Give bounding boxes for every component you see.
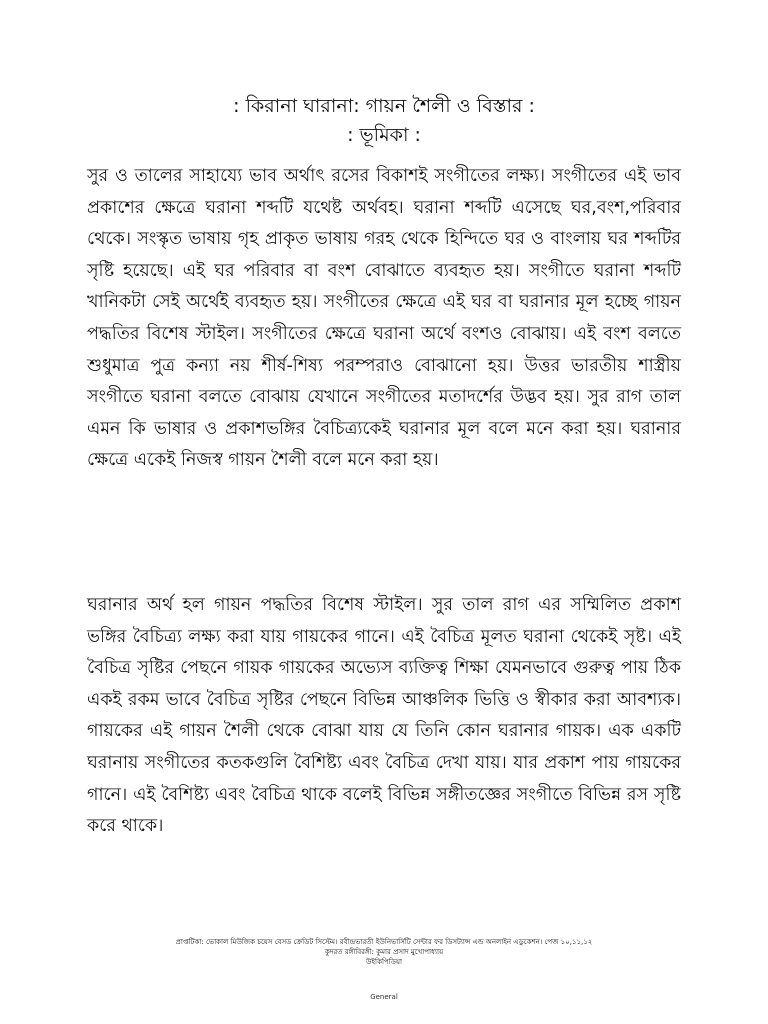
footer-reference-3: উইকিপিডিয়া <box>365 958 403 966</box>
footer-reference-1: প্রাপ্তটিকা: ভোকাল মিউজিক চয়েস বেসড ক্রেডিট সিস্টেম। রবীন্দ্রভারতী ইউনিভার্সিটি সেন্টার ফর ডিসট্যান্স এন্ড অনলাইন এডুকেশন। পেজ ১০,১১,১২ <box>175 938 593 946</box>
document-title: : কিরানা ঘারানা: গায়ন শৈলী ও বিস্তার : <box>233 95 535 117</box>
section-heading: : ভূমিকা : <box>347 124 421 146</box>
footer-reference-2: কুদরত রঙ্গীবিরঙ্গী: কুমার প্রসাদ মুখোপাধ্যায় <box>324 948 444 956</box>
classification-label: General <box>370 993 398 1001</box>
paragraph-introduction: সুর ও তালের সাহায্যে ভাব অর্থাৎ রসের বিকাশই সংগীতের লক্ষ্য। সংগীতের এই ভাব প্রকাশের ক্ষেত্রে ঘরানা শব্দটি যথেষ্ট অর্থবহ। ঘরানা শব্দটি এসেছে ঘর,বংশ,পরিবার থেকে। সংস্কৃত ভাষায় গৃহ প্রাকৃত ভাষায় গরহ থেকে হিন্দিতে ঘর ও বাংলায় ঘর শব্দটির সৃষ্টি হয়েছে। এই ঘর পরিবার বা বংশ বোঝাতে ব্যবহৃত হয়। সংগীতে ঘরানা শব্দটি খানিকটা সেই অর্থেই ব্যবহৃত হয়। সংগীতের ক্ষেত্রে এই ঘর বা ঘরানার মূল হচ্ছে গায়ন পদ্ধতির বিশেষ স্টাইল। সংগীতের ক্ষেত্রে ঘরানা অর্থে বংশও বোঝায়। এই বংশ বলতে শুধুমাত্র পুত্র কন্যা নয় শীর্ষ-শিষ্য পরম্পরাও বোঝানো হয়। উত্তর ভারতীয় শাস্ত্রীয় সংগীতে ঘরানা বলতে বোঝায় যেখানে সংগীতের মতাদর্শের উদ্ভব হয়। সুর রাগ তাল এমন কি ভাষার ও প্রকাশভঙ্গির বৈচিত্র্যকেই ঘরানার মূল বলে মনে করা হয়। ঘরানার ক্ষেত্রে একেই নিজস্ব গায়ন শৈলী বলে মনে করা হয়। <box>87 166 681 471</box>
paragraph-gharana-meaning: ঘরানার অর্থ হল গায়ন পদ্ধতির বিশেষ স্টাইল। সুর তাল রাগ এর সম্মিলিত প্রকাশ ভঙ্গির বৈচিত্র্য লক্ষ্য করা যায় গায়কের গানে। এই বৈচিত্র মূলত ঘরানা থেকেই সৃষ্ট। এই বৈচিত্র সৃষ্টির পেছনে গায়ক গায়কের অভ্যেস ব্যক্তিত্ব শিক্ষা যেমনভাবে গুরুত্ব পায় ঠিক একই রকম ভাবে বৈচিত্র সৃষ্টির পেছনে বিভিন্ন আঞ্চলিক ভিত্তি ও স্বীকার করা আবশ্যক। গায়কের এই গায়ন শৈলী থেকে বোঝা যায় যে তিনি কোন ঘরানার গায়ক। এক একটি ঘরানায় সংগীতের কতকগুলি বৈশিষ্ট্য এবং বৈচিত্র দেখা যায়। যার প্রকাশ পায় গায়কের গানে। এই বৈশিষ্ট্য এবং বৈচিত্র থাকে বলেই বিভিন্ন সঙ্গীতজ্ঞের সংগীতে বিভিন্ন রস সৃষ্টি করে থাকে। <box>87 595 681 837</box>
